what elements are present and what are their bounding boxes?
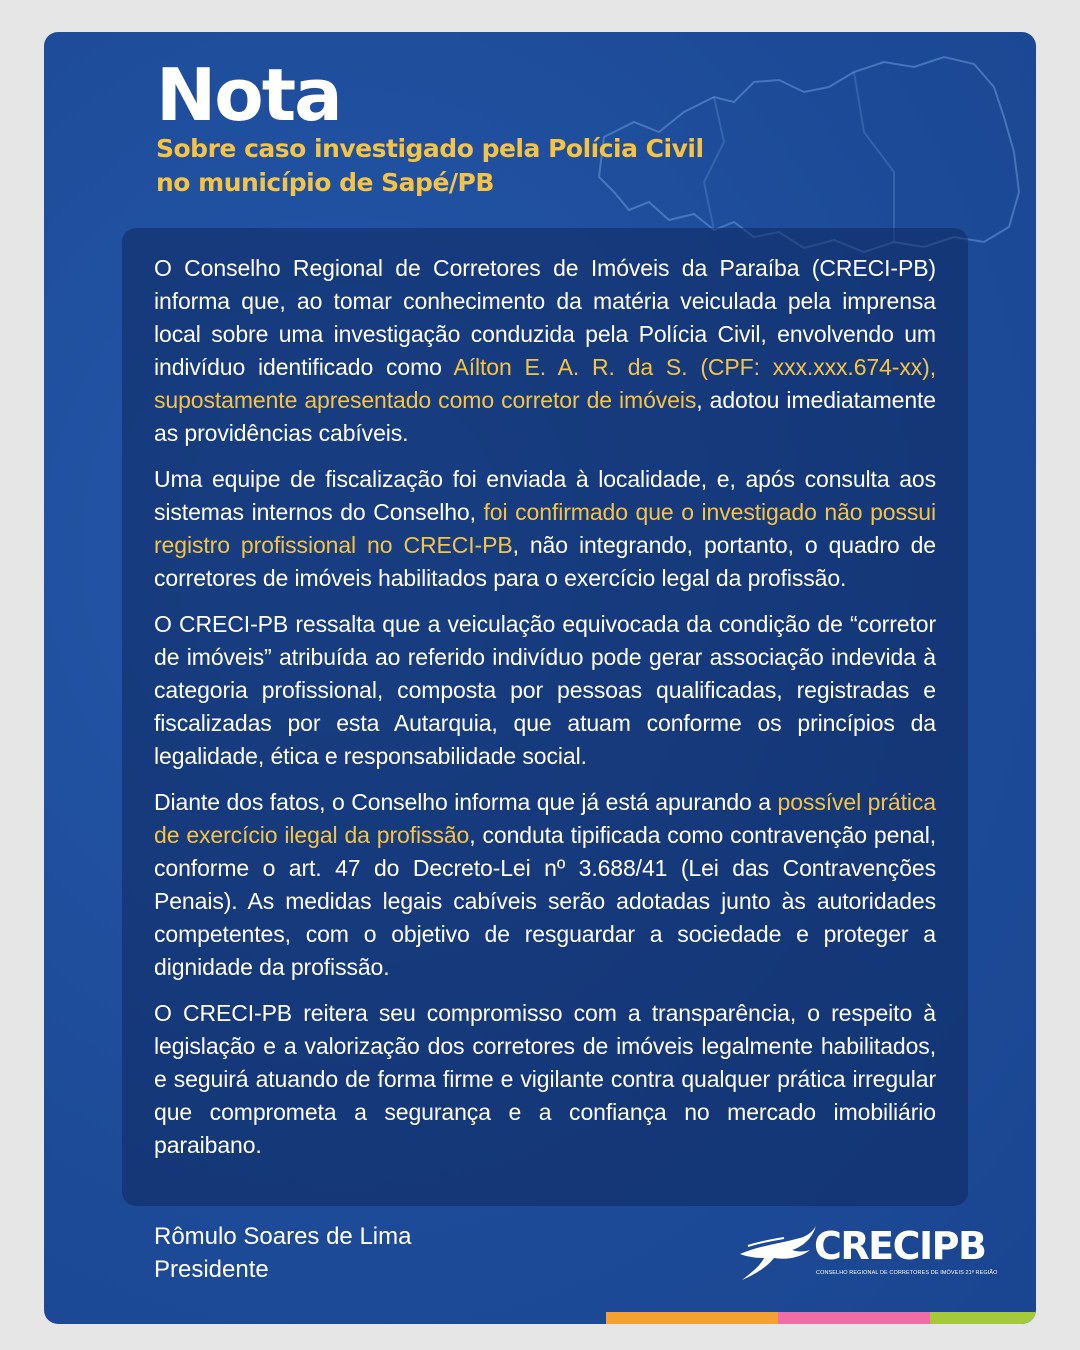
bar-pink [778,1312,930,1324]
logo-tagline: CONSELHO REGIONAL DE CORRETORES DE IMÓVEIS 21ª REGIÃO [816,1270,998,1276]
signature-name: Rômulo Soares de Lima [154,1223,412,1250]
logo-wordmark: CRECIPB [814,1224,986,1268]
bar-orange [606,1312,778,1324]
paragraph-4-highlight: possível prática de exercício ilegal da profissão [154,789,937,848]
paragraph-1 [154,252,936,450]
paragraph-4-text-a: Diante dos fatos, o Conselho informa que já está apurando a [154,789,778,815]
paragraph-2-text-b: , não integrando, portanto, o quadro de corretores de imóveis habilitados para o exercício legal da profissão. [154,532,936,591]
note-body [154,252,936,1175]
paragraph-2-highlight: foi confirmado que o investigado não possui registro profissional no CRECI-PB [154,499,936,558]
paragraph-4-text-b: , conduta tipificada como contravenção penal, conforme o art. 47 do Decreto-Lei nº 3.688/41 (Lei das Contravenções Penais). As medidas legais cabíveis serão adotadas junto às autoridades competentes, com o objetivo de resguardar a sociedade e proteger a dignidade da profissão. [154,822,936,980]
signature [154,1220,411,1286]
page-subtitle [156,132,704,200]
paragraph-4 [154,786,936,984]
paragraph-1-highlight: Aílton E. A. R. da S. (CPF: xxx.xxx.674-xx), supostamente apresentado como corretor de imóveis [154,354,936,413]
paragraph-3: O CRECI-PB ressalta que a veiculação equivocada da condição de “corretor de imóveis” atribuída ao referido indivíduo pode gerar associação indevida à categoria profissional, composta por pessoas qualificadas, registradas e fiscalizadas por esta Autarquia, que atuam conforme os princípios da legalidade, ética e responsabilidade social. [154,611,936,769]
bird-logo-icon [738,1224,818,1286]
bar-green [930,1312,1036,1324]
paragraph-2-text-a: Uma equipe de fiscalização foi enviada à localidade, e, após consulta aos sistemas internos do Conselho, [154,466,936,525]
note-card [44,32,1036,1324]
crecipb-logo [738,1224,998,1286]
subtitle-line-1: Sobre caso investigado pela Polícia Civil [156,134,704,163]
page-title: Nota [156,53,341,137]
paragraph-1-text-a: O Conselho Regional de Corretores de Imóveis da Paraíba (CRECI-PB) informa que, ao tomar conhecimento da matéria veiculada pela imprensa local sobre uma investigação conduzida pela Polícia Civil, envolvendo um indivíduo identificado como [154,255,936,380]
color-bars [606,1312,1036,1324]
subtitle-line-2: no município de Sapé/PB [156,168,494,197]
signature-role: Presidente [154,1256,269,1283]
paragraph-2 [154,463,936,595]
paragraph-1-text-b: , adotou imediatamente as providências cabíveis. [154,387,936,446]
paragraph-5: O CRECI-PB reitera seu compromisso com a transparência, o respeito à legislação e a valorização dos corretores de imóveis legalmente habilitados, e seguirá atuando de forma firme e vigilante contra qualquer prática irregular que comprometa a segurança e a confiança no mercado imobiliário paraibano. [154,1000,936,1158]
